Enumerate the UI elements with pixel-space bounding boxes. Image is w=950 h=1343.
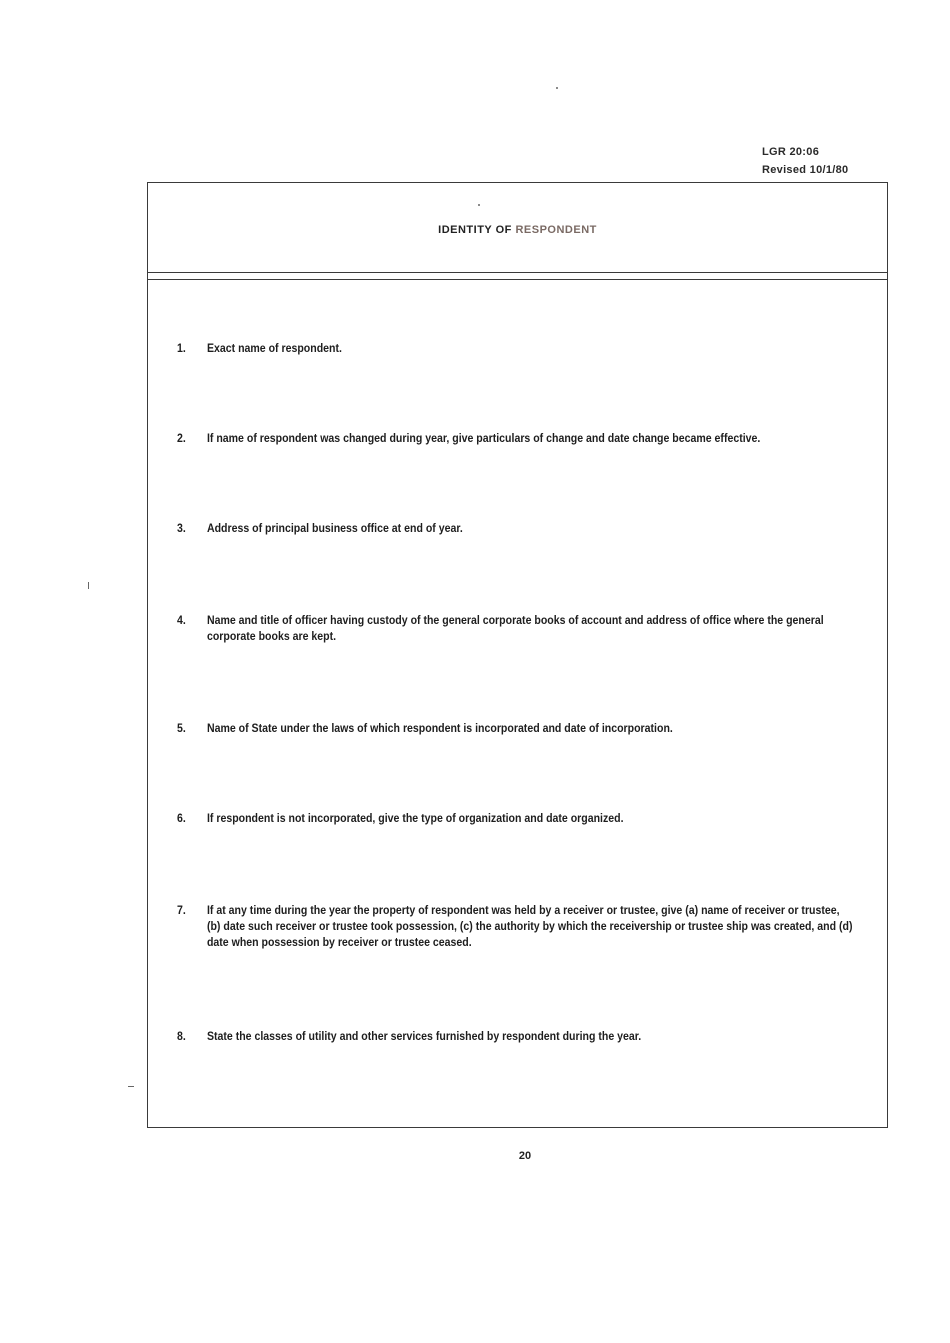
item-number: 7. [177,903,186,917]
scan-speck [128,1086,134,1087]
item-number: 4. [177,613,186,627]
list-item [170,810,786,826]
list-item [170,902,853,950]
item-text: Name and title of officer having custody of the general corporate books of account and address of office where the general corporate books are kept. [206,613,824,643]
list-item [170,340,786,356]
list-item [170,430,786,446]
item-text: State the classes of utility and other services furnished by respondent during the year. [206,1029,642,1043]
list-item [170,1028,786,1044]
title-part-1: IDENTITY OF [438,224,512,236]
page-number: 20 [518,1150,532,1162]
title-part-2: RESPONDENT [515,224,597,236]
item-number: 1. [177,341,186,355]
item-text: If at any time during the year the property of respondent was held by a receiver or trustee, give (a) name of receiver or trustee, (b) date such receiver or trustee took possession, (c) the authority by which the receivership or trustee ship was created, and (d) date when possession by receiver or trustee ceased. [206,903,853,949]
form-code: LGR 20:06 [762,146,820,158]
header-rule-bottom [147,279,888,280]
item-number: 2. [177,431,186,445]
list-item [170,520,786,536]
item-number: 5. [177,721,186,735]
form-frame [147,182,888,1128]
item-number: 6. [177,811,186,825]
list-item [170,720,786,736]
page-title [147,224,888,236]
form-reference [762,143,872,179]
item-number: 8. [177,1029,186,1043]
item-text: Exact name of respondent. [206,341,342,355]
scan-speck [478,204,480,206]
revision-date: Revised 10/1/80 [762,164,849,176]
item-text: If name of respondent was changed during year, give particulars of change and date change became effective. [206,431,761,445]
item-text: Name of State under the laws of which respondent is incorporated and date of incorporation. [206,721,673,735]
item-text: Address of principal business office at end of year. [206,521,463,535]
header-rule-top [147,272,888,273]
scan-speck [88,582,89,589]
scan-speck [556,87,558,89]
item-text: If respondent is not incorporated, give the type of organization and date organized. [206,811,624,825]
item-number: 3. [177,521,186,535]
list-item [170,612,824,644]
